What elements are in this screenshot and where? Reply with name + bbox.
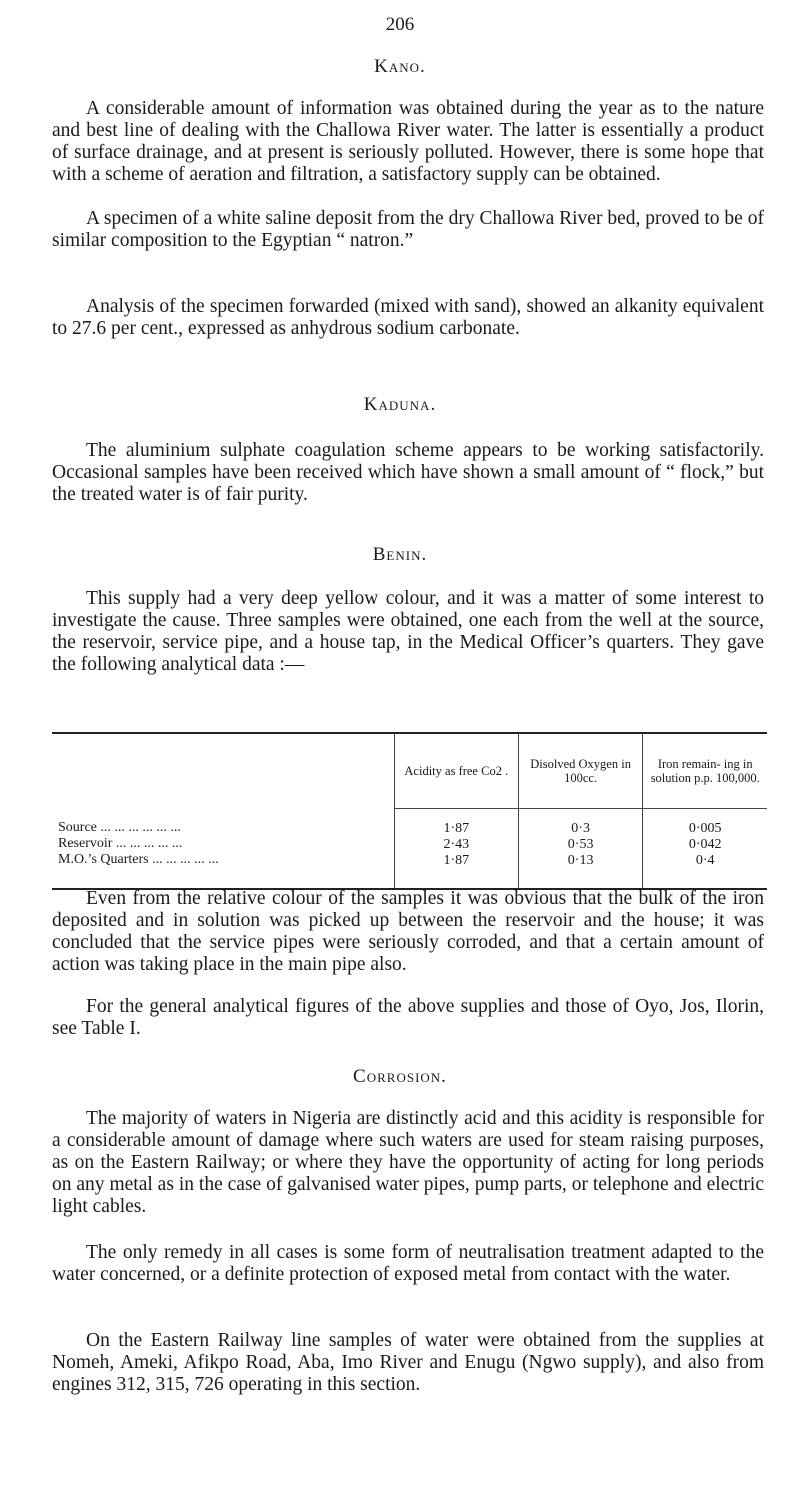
cell-acidity-reservoir: 2·43	[443, 836, 470, 852]
iron-column	[643, 808, 767, 889]
row-labels	[52, 808, 394, 889]
cell-oxygen-mo-quarters: 0·13	[567, 852, 594, 868]
kaduna-paragraph-1: The aluminium sulphate coagulation scheme appears to be working satisfactorily. Occasional samples have been received which have shown a small amount of “ flock,” but the treated water is of fair purity.	[52, 440, 764, 505]
cell-iron-mo-quarters: 0·4	[695, 852, 715, 868]
heading-kano: Kano.	[374, 56, 426, 77]
cell-iron-source: 0·005	[688, 820, 722, 836]
corrosion-paragraph-2: The only remedy in all cases is some form of neutralisation treatment adapted to the water concerned, or a definite protection of exposed metal from contact with the water.	[52, 1242, 764, 1285]
kano-paragraph-1: A considerable amount of information was obtained during the year as to the nature and best line of dealing with the Challowa River water. The latter is essentially a product of surface drainage, and at present is seriously polluted. However, there is some hope that with a scheme of aeration and filtration, a satisfactory supply can be obtained.	[52, 98, 764, 185]
benin-paragraph-2: Even from the relative colour of the samples it was obvious that the bulk of the iron deposited and in solution was picked up between the reservoir and the house; it was concluded that the service pipes were seriously corroded, and that a certain amount of action was taking place in the main pipe also.	[52, 888, 764, 975]
page-number: 206	[385, 14, 415, 35]
cell-acidity-mo-quarters: 1·87	[443, 852, 470, 868]
acidity-column	[394, 808, 518, 889]
oxygen-column	[518, 808, 643, 889]
kano-paragraph-3: Analysis of the specimen forwarded (mixed with sand), showed an alkanity equivalent to 27.6 per cent., expressed as anhydrous sodium carbonate.	[52, 296, 764, 339]
analytical-data-table	[52, 732, 767, 890]
corrosion-paragraph-1: The majority of waters in Nigeria are distinctly acid and this acidity is responsible for a considerable amount of damage where such waters are used for steam raising purposes, as on the Eastern Railway; or where they have the opportunity of acting for long periods on any metal as in the case of galvanised water pipes, pump parts, or telephone and electric light cables.	[52, 1108, 764, 1217]
row-label-source: Source ... ... ... ... ... ...	[58, 820, 181, 835]
header-iron: Iron remain- ing in solution p.p. 100,000.	[643, 733, 767, 808]
benin-paragraph-1: This supply had a very deep yellow colour, and it was a matter of some interest to investigate the cause. Three samples were obtained, one each from the well at the source, the reservoir, service pipe, and a house tap, in the Medical Officer’s quarters. They gave the following analytical data :—	[52, 588, 764, 675]
cell-oxygen-source: 0·3	[571, 820, 590, 836]
heading-benin: Benin.	[372, 544, 428, 565]
benin-paragraph-3: For the general analytical figures of the above supplies and those of Oyo, Jos, Ilorin, see Table I.	[52, 996, 764, 1039]
cell-acidity-source: 1·87	[443, 820, 470, 836]
cell-oxygen-reservoir: 0·53	[567, 836, 594, 852]
table-body-row	[52, 808, 767, 889]
heading-corrosion: Corrosion.	[353, 1066, 447, 1087]
header-acidity: Acidity as free Co2 .	[394, 733, 518, 808]
row-label-reservoir: Reservoir ... ... ... ... ...	[58, 836, 183, 851]
heading-kaduna: Kaduna.	[363, 394, 437, 415]
kano-paragraph-2: A specimen of a white saline deposit from the dry Challowa River bed, proved to be of similar composition to the Egyptian “ natron.”	[52, 208, 764, 251]
cell-iron-reservoir: 0·042	[688, 836, 722, 852]
row-label-mo-quarters: M.O.’s Quarters ... ... ... ... ...	[58, 852, 219, 867]
corrosion-paragraph-3: On the Eastern Railway line samples of water were obtained from the supplies at Nomeh, Ameki, Afikpo Road, Aba, Imo River and Enugu (Ngwo supply), and also from engines 312, 315, 726 operating in this section.	[52, 1330, 764, 1395]
header-oxygen: Disolved Oxygen in 100cc.	[518, 733, 643, 808]
table-header-row	[52, 733, 767, 808]
